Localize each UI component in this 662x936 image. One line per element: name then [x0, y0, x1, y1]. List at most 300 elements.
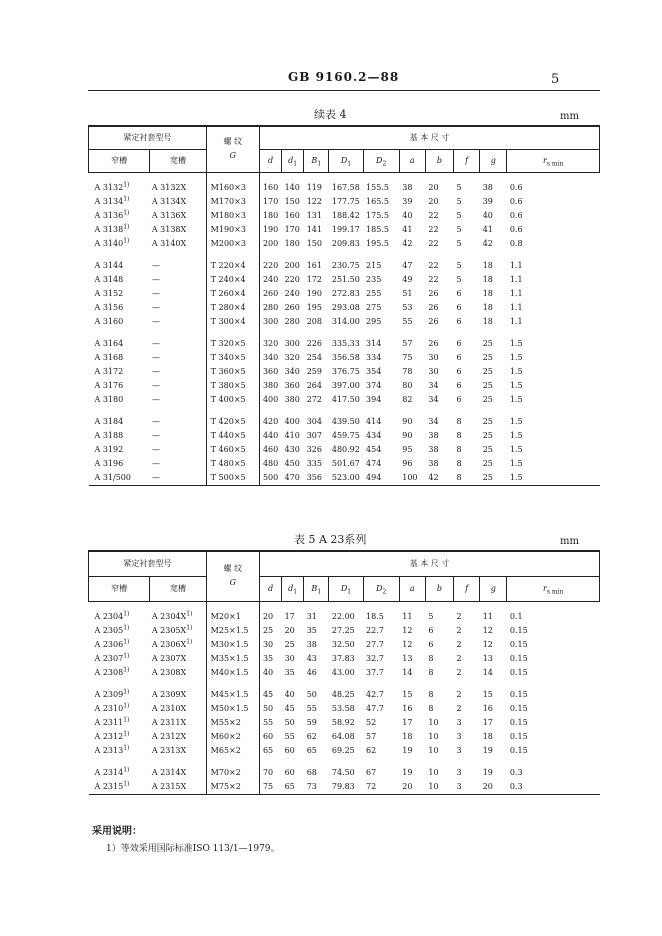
dimension-value: 18: [482, 302, 493, 312]
dimension-value: 122: [306, 196, 322, 206]
dimension-value: 300: [284, 338, 300, 348]
wide-slot-model: [150, 415, 206, 429]
wide-model-text: —: [151, 458, 160, 468]
wide-slot-model: [150, 702, 206, 716]
dimension-value: 6: [456, 366, 462, 376]
dimension-value: 314.00: [331, 316, 360, 326]
dimension-value: 25: [482, 430, 493, 440]
header-wide-slot: 宽槽: [150, 576, 206, 601]
dimension-value: 356: [304, 471, 329, 486]
dimension-value: 177.75: [331, 196, 360, 206]
header-col-symbol: D: [376, 583, 383, 593]
dimension-value: 320: [259, 337, 281, 351]
header-col: [507, 149, 600, 172]
narrow-slot-model: [89, 195, 150, 209]
narrow-model-text: A 3136: [94, 210, 124, 220]
dimension-value: 119: [306, 182, 322, 192]
thread-spec: M35×1.5: [206, 652, 259, 666]
dimension-value: 25: [482, 366, 493, 376]
narrow-model-text: A 3192: [94, 444, 124, 454]
dimension-value: 335.33: [331, 338, 360, 348]
dimension-value: 1.5: [509, 394, 523, 404]
dimension-value: 50: [284, 717, 295, 727]
thread-spec: M190×3: [206, 223, 259, 237]
dimension-value: 57: [366, 731, 377, 741]
dimension-value: 11: [402, 611, 413, 621]
thread-spec: T 420×5: [206, 415, 259, 429]
dimension-value: 49: [402, 274, 413, 284]
header-bushing-type: 紧定衬套型号: [89, 551, 207, 576]
header-col-symbol: d: [288, 155, 294, 165]
thread-spec: T 360×5: [206, 365, 259, 379]
narrow-model-text: A 3196: [94, 458, 124, 468]
dimension-value: 3: [456, 745, 462, 755]
table-row: [89, 301, 600, 315]
dimension-value: 50: [259, 702, 281, 716]
dimension-value: 73: [304, 780, 329, 795]
header-col-symbol: D: [340, 155, 348, 165]
dimension-value: 10: [428, 731, 439, 741]
wide-model-text: A 2315X: [151, 781, 187, 791]
narrow-model-text: A 3140: [94, 238, 124, 248]
table4: [88, 125, 600, 486]
dimension-value: 170: [284, 224, 300, 234]
table-row: [89, 379, 600, 393]
dimension-value: 20: [259, 610, 281, 624]
dimension-value: 440: [259, 429, 281, 443]
dimension-value: 199.17: [331, 224, 360, 234]
header-col-subscript: s min: [546, 160, 564, 168]
dimension-value: 340: [259, 351, 281, 365]
dimension-value: 150: [284, 196, 300, 206]
header-col-subscript: s min: [546, 588, 564, 596]
dimension-value: 96: [402, 458, 413, 468]
dimension-value: 25: [482, 352, 493, 362]
dimension-value: 260: [284, 302, 300, 312]
wide-model-text: —: [151, 444, 160, 454]
wide-slot-model: [150, 744, 206, 758]
table-row: [89, 666, 600, 680]
wide-slot-model: [150, 315, 206, 329]
header-wide-slot: 宽槽: [150, 149, 206, 172]
dimension-value: 354: [366, 366, 382, 376]
narrow-model-text: A 2307: [94, 653, 124, 663]
dimension-value: 474: [366, 458, 382, 468]
dimension-value: 18: [402, 731, 413, 741]
dimension-value: 55: [306, 703, 317, 713]
dimension-value: 35: [259, 652, 281, 666]
dimension-value: 10: [425, 780, 453, 795]
wide-model-text: A 3140X: [151, 238, 187, 248]
dimension-value: 300: [259, 315, 281, 329]
dimension-value: 12: [402, 639, 413, 649]
header-narrow-slot: 窄槽: [89, 576, 150, 601]
table5-unit: mm: [560, 536, 579, 547]
header-col-symbol: a: [409, 155, 415, 165]
narrow-model-text: A 2308: [94, 667, 124, 677]
dimension-value: 69.25: [331, 745, 355, 755]
dimension-value: 6: [456, 302, 462, 312]
dimension-value: 480.92: [331, 444, 360, 454]
dimension-value: 20: [284, 625, 295, 635]
dimension-value: 264: [306, 380, 322, 390]
dimension-value: 1.5: [509, 366, 523, 376]
dimension-value: 1.5: [509, 458, 523, 468]
dimension-value: 15: [402, 689, 413, 699]
table-row: [89, 337, 600, 351]
table-row: [89, 780, 600, 795]
dimension-value: 60: [284, 767, 295, 777]
dimension-value: 10: [428, 767, 439, 777]
header-col-symbol: r: [543, 583, 547, 593]
dimension-value: 20: [480, 780, 507, 795]
footnote-indicator: 1): [123, 609, 130, 617]
dimension-value: 34: [428, 380, 439, 390]
dimension-value: 20: [428, 196, 439, 206]
table-row: [89, 237, 600, 251]
dimension-value: 26: [428, 302, 439, 312]
dimension-value: 220: [284, 274, 300, 284]
dimension-value: 340: [284, 366, 300, 376]
wide-slot-model: [150, 223, 206, 237]
dimension-value: 180: [259, 209, 281, 223]
dimension-value: 17: [402, 717, 413, 727]
wide-model-text: A 2304X: [151, 611, 187, 621]
header-col: [425, 149, 453, 172]
dimension-value: 376.75: [331, 366, 360, 376]
table-row: [89, 457, 600, 471]
dimension-value: 155.5: [366, 182, 389, 192]
dimension-value: 17: [482, 717, 493, 727]
dimension-value: 30: [259, 638, 281, 652]
dimension-value: 8: [428, 703, 434, 713]
wide-model-text: —: [151, 352, 160, 362]
table-row: [89, 181, 600, 195]
header-bushing-type: 紧定衬套型号: [89, 126, 207, 149]
dimension-value: 52: [366, 717, 377, 727]
footnote-indicator: 1): [186, 609, 193, 617]
dimension-value: 22: [428, 224, 439, 234]
header-thread-symbol: G: [229, 151, 237, 161]
dimension-value: 8: [428, 667, 434, 677]
header-col-symbol: g: [490, 583, 496, 593]
header-col: [425, 576, 453, 601]
dimension-value: 0.15: [509, 639, 528, 649]
dimension-value: 280: [284, 316, 300, 326]
dimension-value: 90: [402, 416, 413, 426]
dimension-value: 0.3: [509, 767, 523, 777]
dimension-value: 209.83: [331, 238, 360, 248]
dimension-value: 320: [284, 352, 300, 362]
narrow-model-text: A 3132: [94, 182, 124, 192]
dimension-value: 75: [259, 780, 281, 795]
dimension-value: 167.58: [331, 182, 360, 192]
dimension-value: 5: [456, 182, 462, 192]
dimension-value: 26: [428, 288, 439, 298]
narrow-model-text: A 3172: [94, 366, 124, 376]
header-col: [363, 149, 399, 172]
dimension-value: 160: [259, 181, 281, 195]
narrow-model-text: A 3184: [94, 416, 124, 426]
dimension-value: 480: [259, 457, 281, 471]
wide-model-text: —: [151, 472, 160, 482]
dimension-value: 3: [456, 731, 462, 741]
footnote-indicator: 1): [186, 637, 193, 645]
dimension-value: 12: [482, 639, 493, 649]
narrow-model-text: A 2314: [94, 767, 124, 777]
dimension-value: 417.50: [331, 394, 360, 404]
header-col: [480, 149, 507, 172]
dimension-value: 150: [306, 238, 322, 248]
dimension-value: 410: [284, 430, 300, 440]
narrow-slot-model: [89, 223, 150, 237]
dimension-value: 259: [306, 366, 322, 376]
dimension-value: 0.15: [509, 625, 528, 635]
narrow-model-text: A 2312: [94, 731, 124, 741]
dimension-value: 67: [366, 767, 377, 777]
header-col-symbol: b: [436, 583, 443, 593]
header-col-symbol: r: [543, 155, 547, 165]
dimension-value: 60: [259, 730, 281, 744]
dimension-value: 37.7: [366, 667, 384, 677]
dimension-value: 5: [456, 274, 462, 284]
narrow-model-text: A 2311: [94, 717, 124, 727]
table-row: [89, 716, 600, 730]
wide-slot-model: [150, 337, 206, 351]
thread-spec: T 280×4: [206, 301, 259, 315]
wide-slot-model: [150, 652, 206, 666]
dimension-value: 65: [259, 744, 281, 758]
dimension-value: 39: [402, 196, 413, 206]
dimension-value: 0.15: [509, 689, 528, 699]
wide-model-text: —: [151, 338, 160, 348]
footnote-indicator: 1): [123, 222, 130, 230]
dimension-value: 8: [456, 416, 462, 426]
dimension-value: 3: [456, 717, 462, 727]
dimension-value: 48.25: [331, 689, 355, 699]
dimension-value: 25: [482, 338, 493, 348]
dimension-value: 51: [402, 288, 413, 298]
header-col-symbol: D: [340, 583, 348, 593]
dimension-value: 172: [306, 274, 322, 284]
wide-slot-model: [150, 273, 206, 287]
footnote-indicator: 1): [123, 765, 130, 773]
dimension-value: 226: [306, 338, 322, 348]
footnote-indicator: 1): [123, 637, 130, 645]
header-thread-label: 螺 纹: [223, 137, 243, 147]
narrow-model-text: A 3148: [94, 274, 124, 284]
dimension-value: 27.7: [366, 639, 384, 649]
thread-spec: T 480×5: [206, 457, 259, 471]
dimension-value: 470: [282, 471, 304, 486]
dimension-value: 307: [306, 430, 322, 440]
dimension-value: 335: [306, 458, 322, 468]
wide-slot-model: [150, 429, 206, 443]
header-basic-dimensions: 基 本 尺 寸: [259, 551, 599, 576]
narrow-slot-model: [89, 287, 150, 301]
footnote-indicator: 1): [123, 701, 130, 709]
narrow-model-text: A 2305: [94, 625, 124, 635]
header-col: [259, 576, 281, 601]
table-row: [89, 393, 600, 407]
wide-slot-model: [150, 716, 206, 730]
narrow-slot-model: [89, 209, 150, 223]
wide-model-text: A 3132X: [151, 182, 187, 192]
thread-spec: T 240×4: [206, 273, 259, 287]
dimension-value: 360: [259, 365, 281, 379]
dimension-value: 41: [482, 224, 493, 234]
dimension-value: 1.5: [509, 444, 523, 454]
narrow-model-text: A 3164: [94, 338, 124, 348]
dimension-value: 65: [306, 745, 317, 755]
narrow-model-text: A 2315: [94, 781, 124, 791]
wide-model-text: A 3136X: [151, 210, 187, 220]
dimension-value: 90: [402, 430, 413, 440]
header-narrow-slot: 窄槽: [89, 149, 150, 172]
header-rule: [88, 90, 600, 91]
header-col-symbol: B: [311, 155, 318, 165]
header-thread-symbol: G: [229, 578, 237, 588]
dimension-value: 8: [428, 689, 434, 699]
dimension-value: 6: [428, 625, 434, 635]
header-col-subscript: 2: [382, 160, 387, 168]
dimension-value: 6: [428, 639, 434, 649]
dimension-value: 356.58: [331, 352, 360, 362]
narrow-model-text: A 2309: [94, 689, 124, 699]
wide-model-text: A 2314X: [151, 767, 187, 777]
dimension-value: 414: [366, 416, 382, 426]
narrow-slot-model: [89, 181, 150, 195]
dimension-value: 280: [259, 301, 281, 315]
dimension-value: 19: [482, 745, 493, 755]
header-col: [507, 576, 600, 601]
table-row: [89, 195, 600, 209]
dimension-value: 185.5: [366, 224, 389, 234]
narrow-slot-model: [89, 780, 150, 795]
wide-model-text: —: [151, 288, 160, 298]
dimension-value: 43: [306, 653, 317, 663]
narrow-slot-model: [89, 457, 150, 471]
wide-slot-model: [150, 259, 206, 273]
dimension-value: 42.7: [366, 689, 384, 699]
dimension-value: 18: [482, 260, 493, 270]
table5-caption: 表 5 A 23系列: [294, 533, 367, 546]
header-col: [282, 576, 304, 601]
narrow-slot-model: [89, 471, 150, 486]
dimension-value: 58.92: [331, 717, 355, 727]
dimension-value: 20: [428, 182, 439, 192]
thread-spec: M75×2: [206, 780, 259, 795]
thread-spec: T 340×5: [206, 351, 259, 365]
dimension-value: 235: [366, 274, 382, 284]
dimension-value: 240: [259, 273, 281, 287]
dimension-value: 100: [399, 471, 425, 486]
dimension-value: 200: [284, 260, 300, 270]
dimension-value: 5: [456, 224, 462, 234]
table4-unit: mm: [560, 111, 579, 122]
table-row: [89, 624, 600, 638]
dimension-value: 18: [482, 316, 493, 326]
dimension-value: 46: [306, 667, 317, 677]
narrow-slot-model: [89, 351, 150, 365]
dimension-value: 55: [259, 716, 281, 730]
dimension-value: 1.1: [509, 302, 523, 312]
dimension-value: 45: [284, 703, 295, 713]
dimension-value: 334: [366, 352, 382, 362]
wide-slot-model: [150, 237, 206, 251]
dimension-value: 0.15: [509, 717, 528, 727]
header-col-subscript: 1: [317, 160, 322, 168]
header-col-symbol: a: [409, 583, 415, 593]
wide-slot-model: [150, 638, 206, 652]
narrow-slot-model: [89, 415, 150, 429]
narrow-slot-model: [89, 638, 150, 652]
dimension-value: 314: [366, 338, 382, 348]
dimension-value: 57: [402, 338, 413, 348]
dimension-value: 430: [284, 444, 300, 454]
narrow-slot-model: [89, 337, 150, 351]
header-col: [282, 149, 304, 172]
dimension-value: 2: [456, 611, 462, 621]
dimension-value: 25: [482, 394, 493, 404]
dimension-value: 272.83: [331, 288, 360, 298]
dimension-value: 3: [454, 780, 480, 795]
dimension-value: 14: [482, 667, 493, 677]
dimension-value: 400: [259, 393, 281, 407]
dimension-value: 394: [366, 394, 382, 404]
table-row: [89, 443, 600, 457]
dimension-value: 0.6: [509, 196, 523, 206]
table-row: [89, 351, 600, 365]
dimension-value: 78: [402, 366, 413, 376]
dimension-value: 6: [456, 288, 462, 298]
thread-spec: M20×1: [206, 610, 259, 624]
wide-model-text: A 2308X: [151, 667, 187, 677]
dimension-value: 188.42: [331, 210, 360, 220]
dimension-value: 19: [482, 767, 493, 777]
dimension-value: 140: [284, 182, 300, 192]
dimension-value: 34: [428, 416, 439, 426]
dimension-value: 0.15: [509, 745, 528, 755]
dimension-value: 14: [402, 667, 413, 677]
dimension-value: 20: [399, 780, 425, 795]
wide-slot-model: [150, 351, 206, 365]
dimension-value: 18: [482, 274, 493, 284]
dimension-value: 5: [456, 260, 462, 270]
dimension-value: 523.00: [329, 471, 363, 486]
dimension-value: 0.15: [509, 731, 528, 741]
dimension-value: 74.50: [331, 767, 355, 777]
dimension-value: 62: [306, 731, 317, 741]
header-col: [399, 576, 425, 601]
dimension-value: 18.5: [366, 611, 384, 621]
dimension-value: 16: [402, 703, 413, 713]
dimension-value: 22: [428, 210, 439, 220]
dimension-value: 2: [456, 653, 462, 663]
header-col-symbol: g: [490, 155, 496, 165]
header-col-subscript: 1: [293, 588, 298, 596]
dimension-value: 6: [456, 380, 462, 390]
thread-spec: M55×2: [206, 716, 259, 730]
footnote-indicator: 1): [123, 779, 130, 787]
dimension-value: 6: [456, 394, 462, 404]
narrow-slot-model: [89, 315, 150, 329]
dimension-value: 195.5: [366, 238, 389, 248]
dimension-value: 25: [482, 458, 493, 468]
wide-model-text: —: [151, 430, 160, 440]
dimension-value: 2: [456, 703, 462, 713]
header-thread-label: 螺 纹: [223, 564, 243, 574]
